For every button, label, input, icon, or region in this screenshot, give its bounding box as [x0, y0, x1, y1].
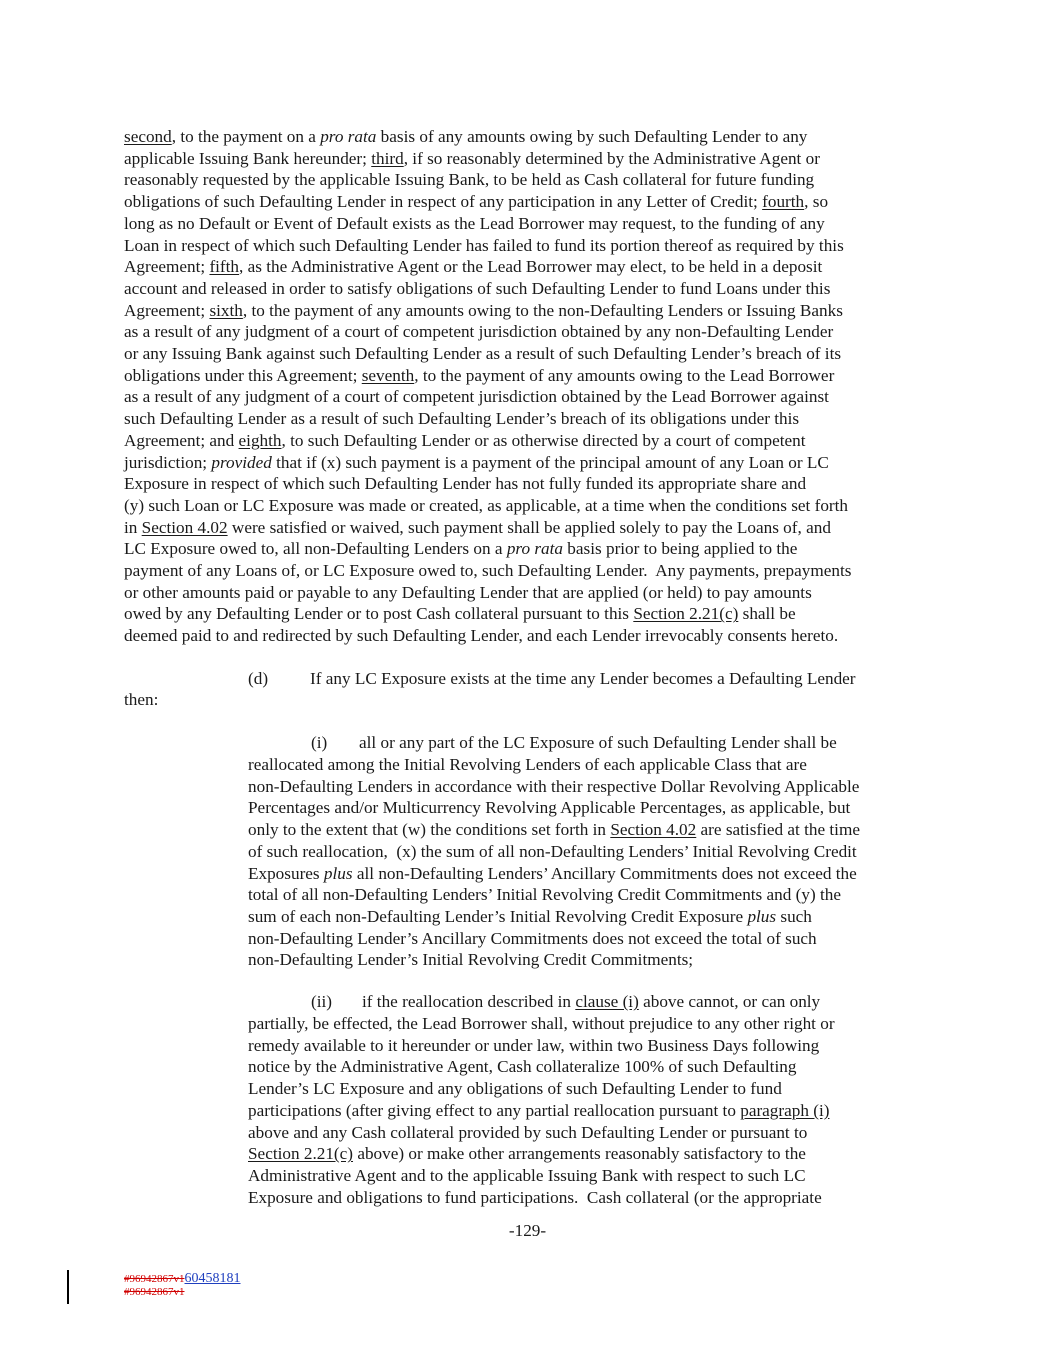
text-run: , to the payment of any amounts owing to the Lead Borrower — [414, 365, 835, 385]
text-line — [124, 603, 796, 624]
document-footer — [124, 1272, 241, 1299]
text-run: remedy available to it hereunder or under law, within two Business Days following — [248, 1035, 820, 1055]
text-run: Agreement; — [124, 300, 210, 320]
text-line — [124, 235, 844, 256]
text-run: pro rata — [506, 539, 563, 559]
text-line — [124, 495, 848, 516]
text-line — [124, 582, 812, 603]
footer-old-ref-1: #96942867v1 — [124, 1273, 185, 1285]
item-ii-first-line — [311, 991, 820, 1012]
text-run: applicable Issuing Bank hereunder; — [124, 148, 372, 168]
text-run: payment of any Loans of, or LC Exposure owed to, such Defaulting Lender. Any payments, prepayments — [124, 561, 852, 580]
text-line — [124, 126, 807, 147]
text-line — [124, 278, 830, 299]
paragraph-d-text: If any LC Exposure exists at the time any Lender becomes a Defaulting Lender — [310, 669, 856, 688]
text-line — [124, 473, 806, 494]
text-run: non-Defaulting Lender’s Initial Revolving Credit Commitments; — [248, 950, 694, 970]
text-run: if the reallocation described in — [362, 992, 576, 1011]
item-i-number: (i) — [311, 733, 328, 752]
text-run: non-Defaulting Lenders in accordance with their respective Dollar Revolving Applicable — [248, 776, 860, 796]
item-i-first-text: all or any part of the LC Exposure of such Defaulting Lender shall be — [359, 733, 837, 752]
text-run: plus — [747, 906, 777, 926]
text-run: LC Exposure owed to, all non-Defaulting Lenders on a — [124, 539, 507, 559]
text-run: eighth — [238, 430, 282, 450]
page-number: -129- — [508, 1221, 547, 1240]
footer-old-ref-2: #96942867v1 — [124, 1286, 185, 1298]
text-run: were satisfied or waived, such payment shall be applied solely to pay the Loans of, and — [227, 517, 831, 537]
text-run: such Defaulting Lender as a result of such Defaulting Lender’s breach of its obligations under this — [124, 409, 800, 429]
item-ii-line — [248, 1056, 796, 1077]
text-run: total of all non-Defaulting Lenders’ Initial Revolving Credit Commitments and (y) the — [248, 885, 841, 905]
text-line — [124, 408, 799, 429]
text-run: in — [124, 517, 142, 537]
text-run: account and released in order to satisfy obligations of such Defaulting Lender to fund Loans under this — [124, 278, 831, 298]
text-run: Agreement; and — [124, 430, 239, 450]
text-run: partially, be effected, the Lead Borrower shall, without prejudice to any other right or — [248, 1014, 835, 1033]
text-run: plus — [323, 863, 353, 883]
text-run: obligations under this Agreement; — [124, 365, 362, 385]
item-ii-line — [248, 1165, 806, 1186]
text-run: of such reallocation, (x) the sum of all non-Defaulting Lenders’ Initial Revolving Credit — [248, 841, 857, 861]
item-ii-line — [248, 1122, 807, 1143]
text-run: owed by any Defaulting Lender or to post Cash collateral pursuant to this — [124, 604, 634, 624]
item-ii-line — [248, 1100, 829, 1121]
text-line — [124, 386, 829, 407]
text-run: fifth — [209, 257, 240, 277]
text-run: , to such Defaulting Lender or as otherwise directed by a court of competent — [281, 430, 806, 450]
text-run: all non-Defaulting Lenders’ Ancillary Commitments does not exceed the — [352, 863, 857, 883]
text-run: jurisdiction; — [124, 452, 212, 472]
text-line — [124, 213, 825, 234]
text-run: clause (i) — [575, 992, 639, 1011]
text-line — [124, 148, 820, 169]
text-run: Section 2.21(c) — [248, 1144, 354, 1164]
text-line — [124, 256, 822, 277]
text-run: Section 4.02 — [610, 820, 697, 840]
text-line — [124, 321, 833, 342]
text-run: Administrative Agent and to the applicable Issuing Bank with respect to such LC — [248, 1165, 806, 1185]
text-line — [124, 365, 834, 386]
text-run: reasonably requested by the applicable Issuing Bank, to be held as Cash collateral for future funding — [124, 170, 815, 190]
text-line — [124, 191, 828, 212]
change-bar — [67, 1270, 69, 1304]
text-line — [124, 343, 841, 364]
text-run: , so — [804, 192, 829, 212]
text-run: shall be — [738, 604, 796, 624]
text-run: fourth — [762, 192, 805, 212]
text-run: reallocated among the Initial Revolving Lenders of each applicable Class that are — [248, 755, 807, 774]
text-run: basis of any amounts owing by such Defaulting Lender to any — [376, 127, 808, 146]
text-run: as a result of any judgment of a court of competent jurisdiction obtained by the Lead Borrower against — [124, 387, 829, 407]
text-run: or other amounts paid or payable to any Defaulting Lender that are applied (or held) to pay amounts — [124, 582, 812, 602]
text-run: , to the payment on a — [171, 127, 321, 146]
text-line — [124, 538, 797, 559]
text-run: paragraph (i) — [740, 1100, 830, 1120]
item-ii-line — [248, 1013, 835, 1034]
text-run: Section 2.21(c) — [633, 604, 739, 624]
item-i-line — [248, 841, 857, 862]
item-ii-first-text — [362, 992, 820, 1011]
text-run: obligations of such Defaulting Lender in respect of any participation in any Letter of Credit; — [124, 192, 763, 212]
text-run: , to the payment of any amounts owing to the non-Defaulting Lenders or Issuing Banks — [242, 300, 843, 320]
paragraph-d-line-1 — [248, 668, 856, 689]
text-run: basis prior to being applied to the — [563, 539, 798, 559]
item-i-line — [248, 754, 807, 775]
item-ii-line — [248, 1078, 782, 1099]
text-run: (y) such Loan or LC Exposure was made or created, as applicable, at a time when the conditions set forth — [124, 495, 849, 515]
item-i-line — [248, 906, 812, 927]
text-run: deemed paid to and redirected by such Defaulting Lender, and each Lender irrevocably consents hereto. — [124, 626, 839, 646]
text-run: Section 4.02 — [141, 517, 228, 537]
text-run: long as no Default or Event of Default exists as the Lead Borrower may request, to the funding of any — [124, 213, 825, 233]
item-i-line — [248, 819, 860, 840]
text-run: only to the extent that (w) the conditions set forth in — [248, 820, 611, 840]
text-run: Percentages and/or Multicurrency Revolving Applicable Percentages, as applicable, but — [248, 798, 851, 818]
paragraph-d-number: (d) — [248, 669, 269, 688]
item-i-line — [248, 776, 859, 797]
item-i-line — [248, 928, 817, 949]
text-run: seventh — [361, 365, 415, 385]
text-run: notice by the Administrative Agent, Cash collateralize 100% of such Defaulting — [248, 1057, 797, 1077]
paragraph-d-line-2: then: — [124, 690, 159, 709]
item-i-first-line — [311, 732, 837, 753]
text-run: participations (after giving effect to any partial reallocation pursuant to — [248, 1100, 741, 1120]
text-run: above and any Cash collateral provided by such Defaulting Lender or pursuant to — [248, 1122, 808, 1142]
item-i-line — [248, 863, 857, 884]
text-run: or any Issuing Bank against such Defaulting Lender as a result of such Defaulting Lender’s breach of its — [124, 344, 842, 363]
text-run: as a result of any judgment of a court of competent jurisdiction obtained by any non-Defaulting Lender — [124, 322, 834, 342]
item-i-line — [248, 949, 693, 970]
item-i-line — [248, 797, 850, 818]
text-run: Loan in respect of which such Defaulting Lender has failed to fund its portion thereof as required by this — [124, 235, 844, 255]
text-line — [124, 300, 843, 321]
item-ii-line — [248, 1143, 806, 1164]
text-run: Exposure and obligations to fund participations. Cash collateral (or the appropriate — [248, 1187, 822, 1207]
footer-new-ref: 60458181 — [184, 1271, 241, 1286]
item-ii-line — [248, 1035, 819, 1056]
text-run: Exposure in respect of which such Defaulting Lender has not fully funded its appropriate share and — [124, 474, 807, 494]
text-run: non-Defaulting Lender’s Ancillary Commitments does not exceed the total of such — [248, 928, 817, 948]
text-run: Exposures — [248, 863, 324, 883]
text-line — [124, 452, 829, 473]
text-line — [124, 560, 851, 581]
item-ii-line — [248, 1187, 822, 1208]
text-run: Agreement; — [124, 257, 210, 277]
text-run: above cannot, or can only — [638, 992, 821, 1011]
text-run: third — [371, 148, 404, 168]
text-run: sum of each non-Defaulting Lender’s Initial Revolving Credit Exposure — [248, 906, 748, 926]
text-run: sixth — [209, 300, 243, 320]
text-run: above) or make other arrangements reasonably satisfactory to the — [353, 1144, 806, 1164]
text-run: such — [776, 906, 812, 926]
text-run: Lender’s LC Exposure and any obligations of such Defaulting Lender to fund — [248, 1079, 782, 1099]
text-run: pro rata — [320, 127, 377, 146]
text-run: provided — [211, 452, 272, 472]
text-line — [124, 430, 806, 451]
text-line — [124, 169, 814, 190]
text-run: that if (x) such payment is a payment of the principal amount of any Loan or LC — [271, 452, 829, 472]
text-line — [124, 625, 838, 646]
text-run: , as the Administrative Agent or the Lead Borrower may elect, to be held in a deposit — [239, 257, 823, 277]
text-run: , if so reasonably determined by the Administrative Agent or — [403, 148, 820, 168]
item-i-line — [248, 884, 841, 905]
text-line — [124, 517, 831, 538]
text-run: are satisfied at the time — [696, 820, 860, 840]
text-run: second — [124, 127, 172, 146]
item-ii-number: (ii) — [311, 992, 332, 1011]
